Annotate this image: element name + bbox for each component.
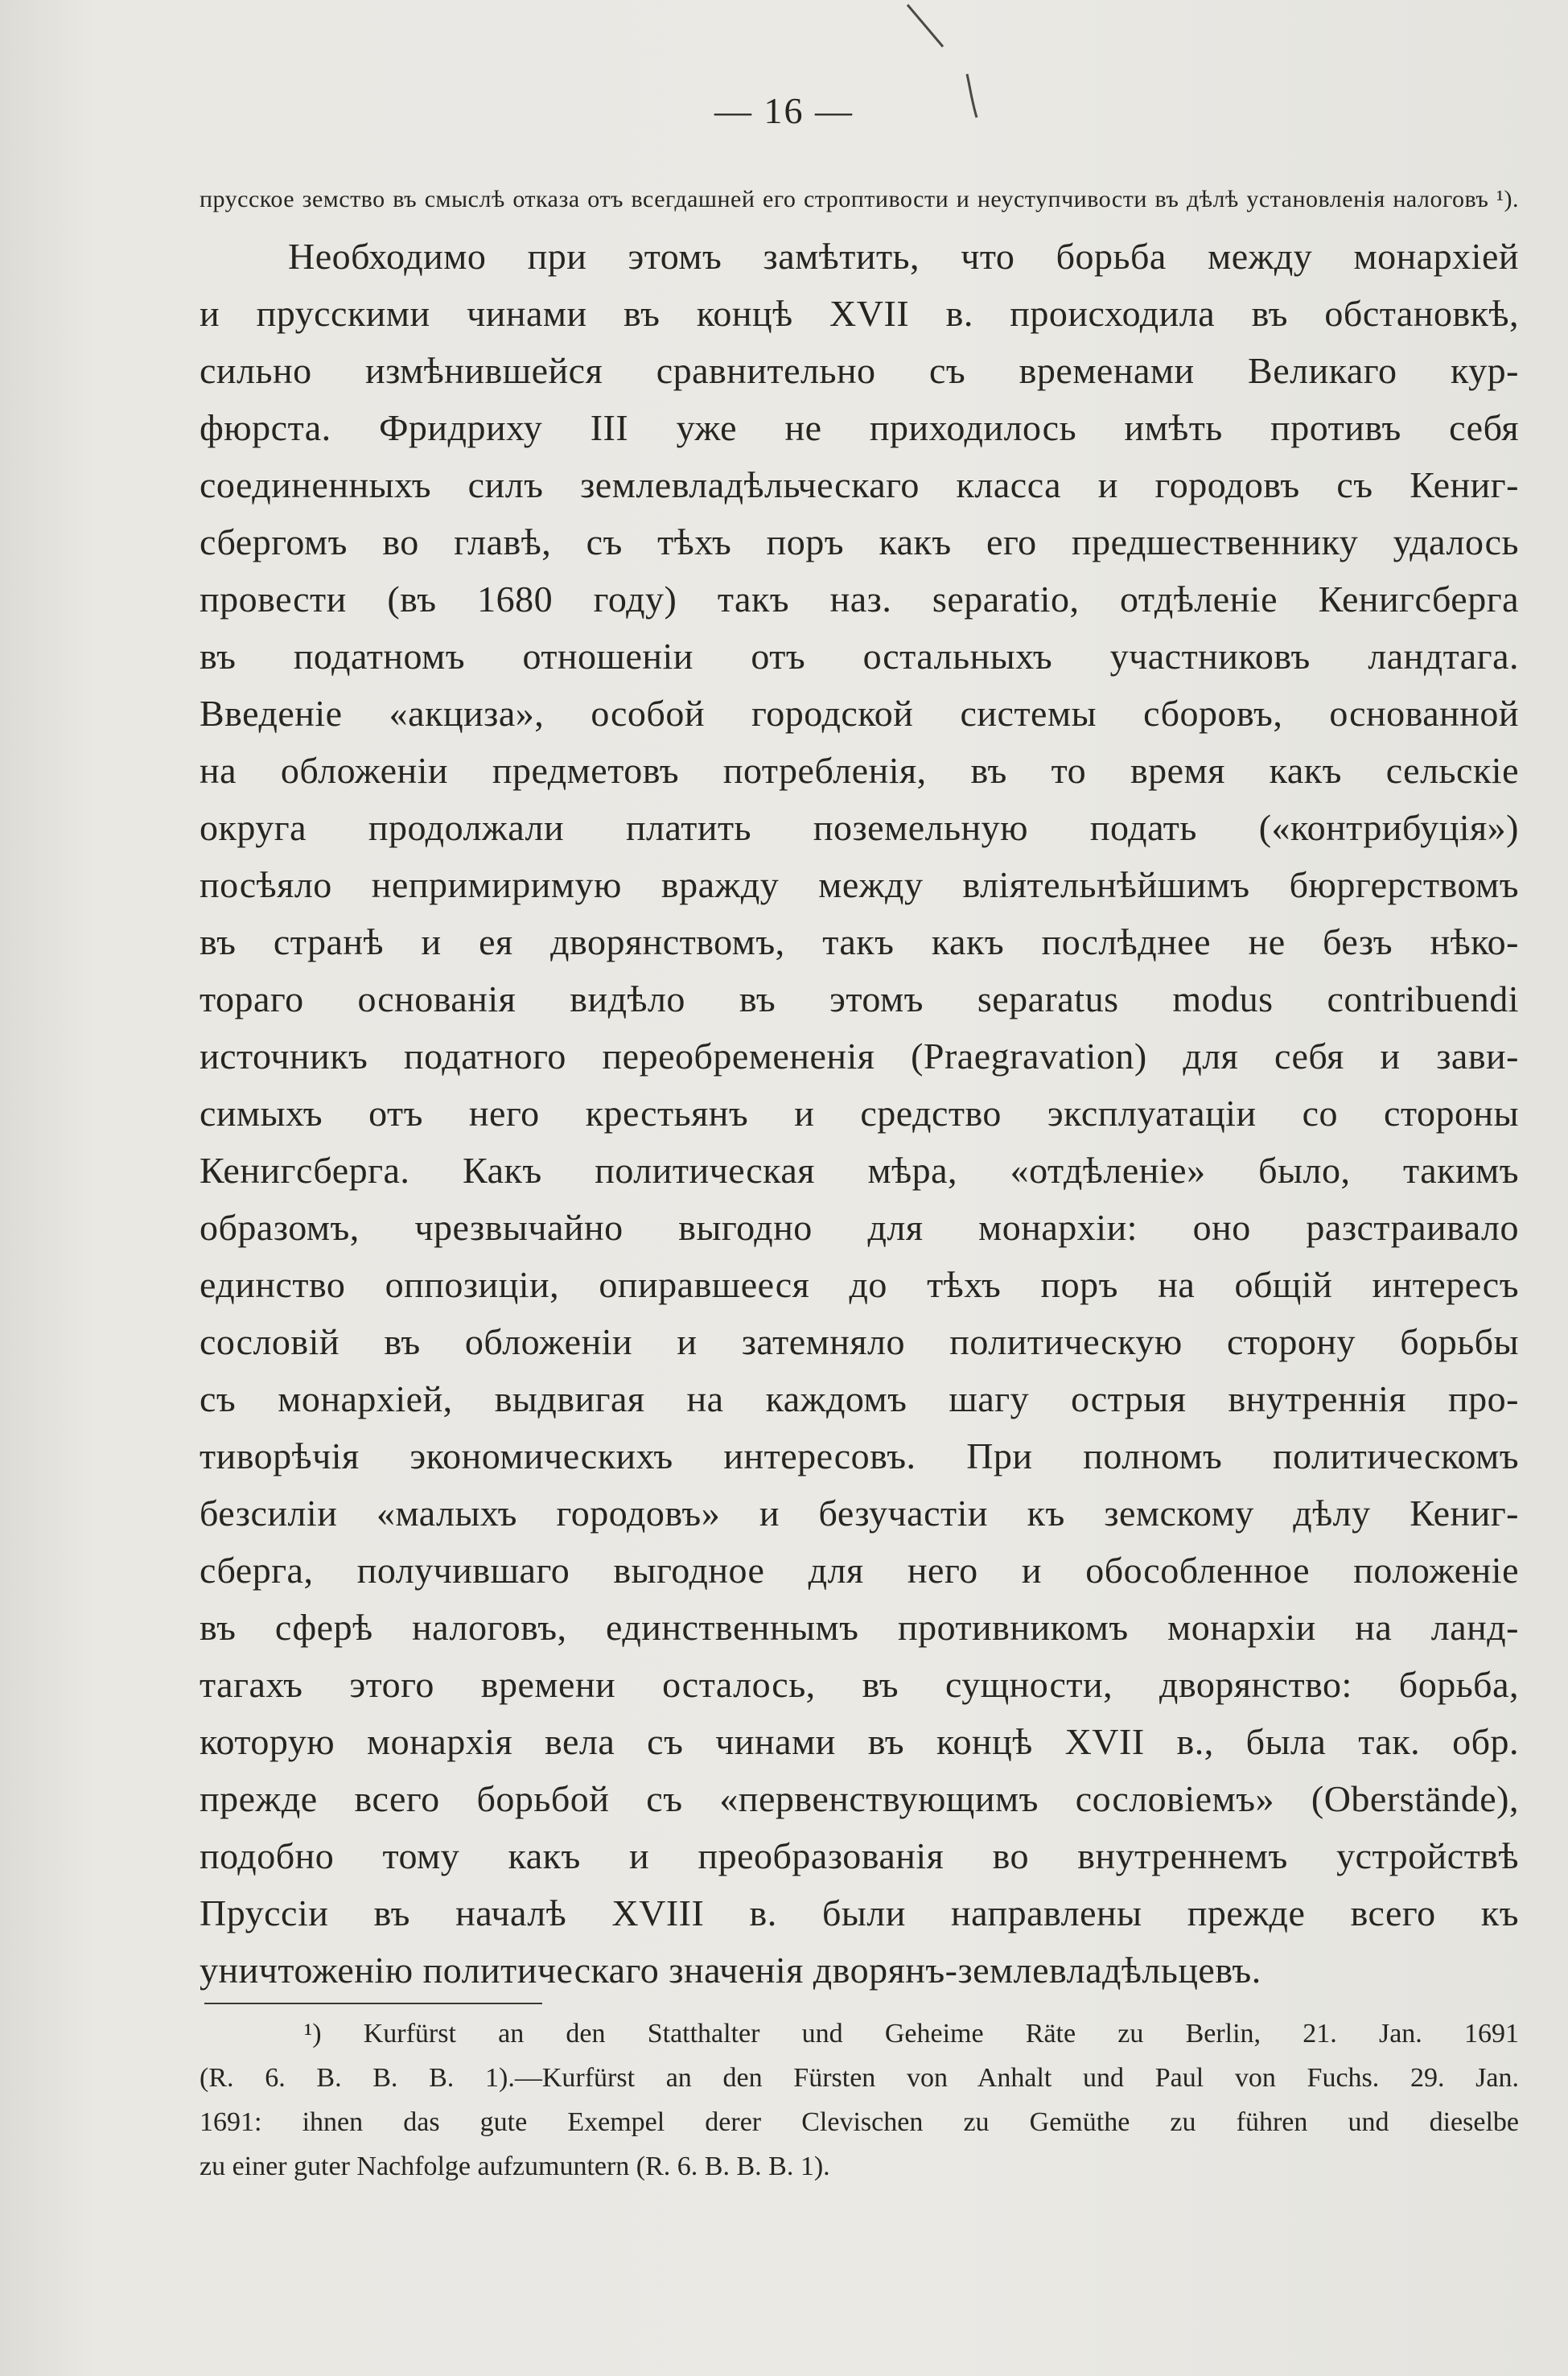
text-line: Введеніе «акциза», особой городской системы сборовъ, основанной [200, 693, 1519, 734]
text-line: подобно тому какъ и преобразованія во внутреннемъ устройствѣ [200, 1835, 1519, 1876]
text-line: посѣяло непримиримую вражду между вліятельнѣйшимъ бюргерствомъ [200, 864, 1519, 905]
text-line: единство оппозиціи, опиравшееся до тѣхъ поръ на общій интересъ [200, 1264, 1519, 1305]
text-line: сберга, получившаго выгодное для него и обособленное положеніе [200, 1550, 1519, 1591]
text-line: уничтоженію политическаго значенія дворянъ-землевладѣльцевъ. [200, 1950, 1261, 1991]
footnote-line: (R. 6. B. B. B. 1).—Kurfürst an den Fürsten von Anhalt und Paul von Fuchs. 29. Jan. [200, 2063, 1519, 2093]
text-line: въ податномъ отношеніи отъ остальныхъ участниковъ ландтага. [200, 636, 1519, 677]
text-line: съ монархіей, выдвигая на каждомъ шагу острыя внутреннія про- [200, 1378, 1519, 1419]
text-line: Кенигсберга. Какъ политическая мѣра, «отдѣленіе» было, такимъ [200, 1150, 1519, 1191]
text-line: тораго основанія видѣло въ этомъ separatus modus contribuendi [200, 978, 1519, 1019]
text-line: сословій въ обложеніи и затемняло политическую сторону борьбы [200, 1321, 1519, 1362]
text-line: сильно измѣнившейся сравнительно съ временами Великаго кур- [200, 350, 1519, 391]
text-line: въ странѣ и ея дворянствомъ, такъ какъ послѣднее не безъ нѣко- [200, 921, 1519, 962]
footnote-divider [204, 2003, 542, 2004]
text-line: безсиліи «малыхъ городовъ» и безучастіи къ земскому дѣлу Кениг- [200, 1493, 1519, 1534]
text-line: образомъ, чрезвычайно выгодно для монархіи: оно разстраивало [200, 1207, 1519, 1248]
text-line: источникъ податного переобремененія (Praegravation) для себя и зави- [200, 1036, 1519, 1077]
text-line: на обложеніи предметовъ потребленія, въ то время какъ сельскіе [200, 750, 1519, 791]
text-line: которую монархія вела съ чинами въ концѣ XVII в., была так. обр. [200, 1721, 1519, 1762]
text-line: тиворѣчія экономическихъ интересовъ. При полномъ политическомъ [200, 1435, 1519, 1476]
text-line: прусское земство въ смыслѣ отказа отъ всегдашней его строптивости и неуступчивости въ дѣлѣ установленія налоговъ ¹). [200, 186, 1519, 212]
text-line: въ сферѣ налоговъ, единственнымъ противникомъ монархіи на ланд- [200, 1607, 1519, 1648]
page-number: — 16 — [714, 90, 854, 131]
footnotes [200, 2012, 1519, 2189]
footnote-line: zu einer guter Nachfolge aufzumuntern (R. 6. B. B. B. 1). [200, 2152, 830, 2181]
text-line: тагахъ этого времени осталось, въ сущности, дворянство: борьба, [200, 1664, 1519, 1705]
text-line: Пруссіи въ началѣ XVIII в. были направлены прежде всего къ [200, 1892, 1519, 1933]
text-line: фюрста. Фридриху III уже не приходилось имѣть противъ себя [200, 407, 1519, 448]
main-text [200, 171, 1519, 1999]
text-line: Необходимо при этомъ замѣтить, что борьба между монархіей [288, 236, 1519, 277]
text-line: провести (въ 1680 году) такъ наз. separatio, отдѣленіе Кенигсберга [200, 579, 1519, 620]
text-line: симыхъ отъ него крестьянъ и средство эксплуатаціи со стороны [200, 1093, 1519, 1134]
text-line: и прусскими чинами въ концѣ XVII в. происходила въ обстановкѣ, [200, 293, 1519, 334]
text-line: прежде всего борьбой съ «первенствующимъ сословіемъ» (Oberstände), [200, 1778, 1519, 1819]
text-line: округа продолжали платить поземельную подать («контрибуція») [200, 807, 1519, 848]
footnote-line: 1691: ihnen das gute Exempel derer Clevischen zu Gemüthe zu führen und dieselbe [200, 2107, 1519, 2137]
footnote-line: ¹) Kurfürst an den Statthalter und Geheime Räte zu Berlin, 21. Jan. 1691 [304, 2019, 1519, 2049]
text-line: соединенныхъ силъ землевладѣльческаго класса и городовъ съ Кениг- [200, 464, 1519, 505]
text-line: сбергомъ во главѣ, съ тѣхъ поръ какъ его предшественнику удалось [200, 521, 1519, 562]
